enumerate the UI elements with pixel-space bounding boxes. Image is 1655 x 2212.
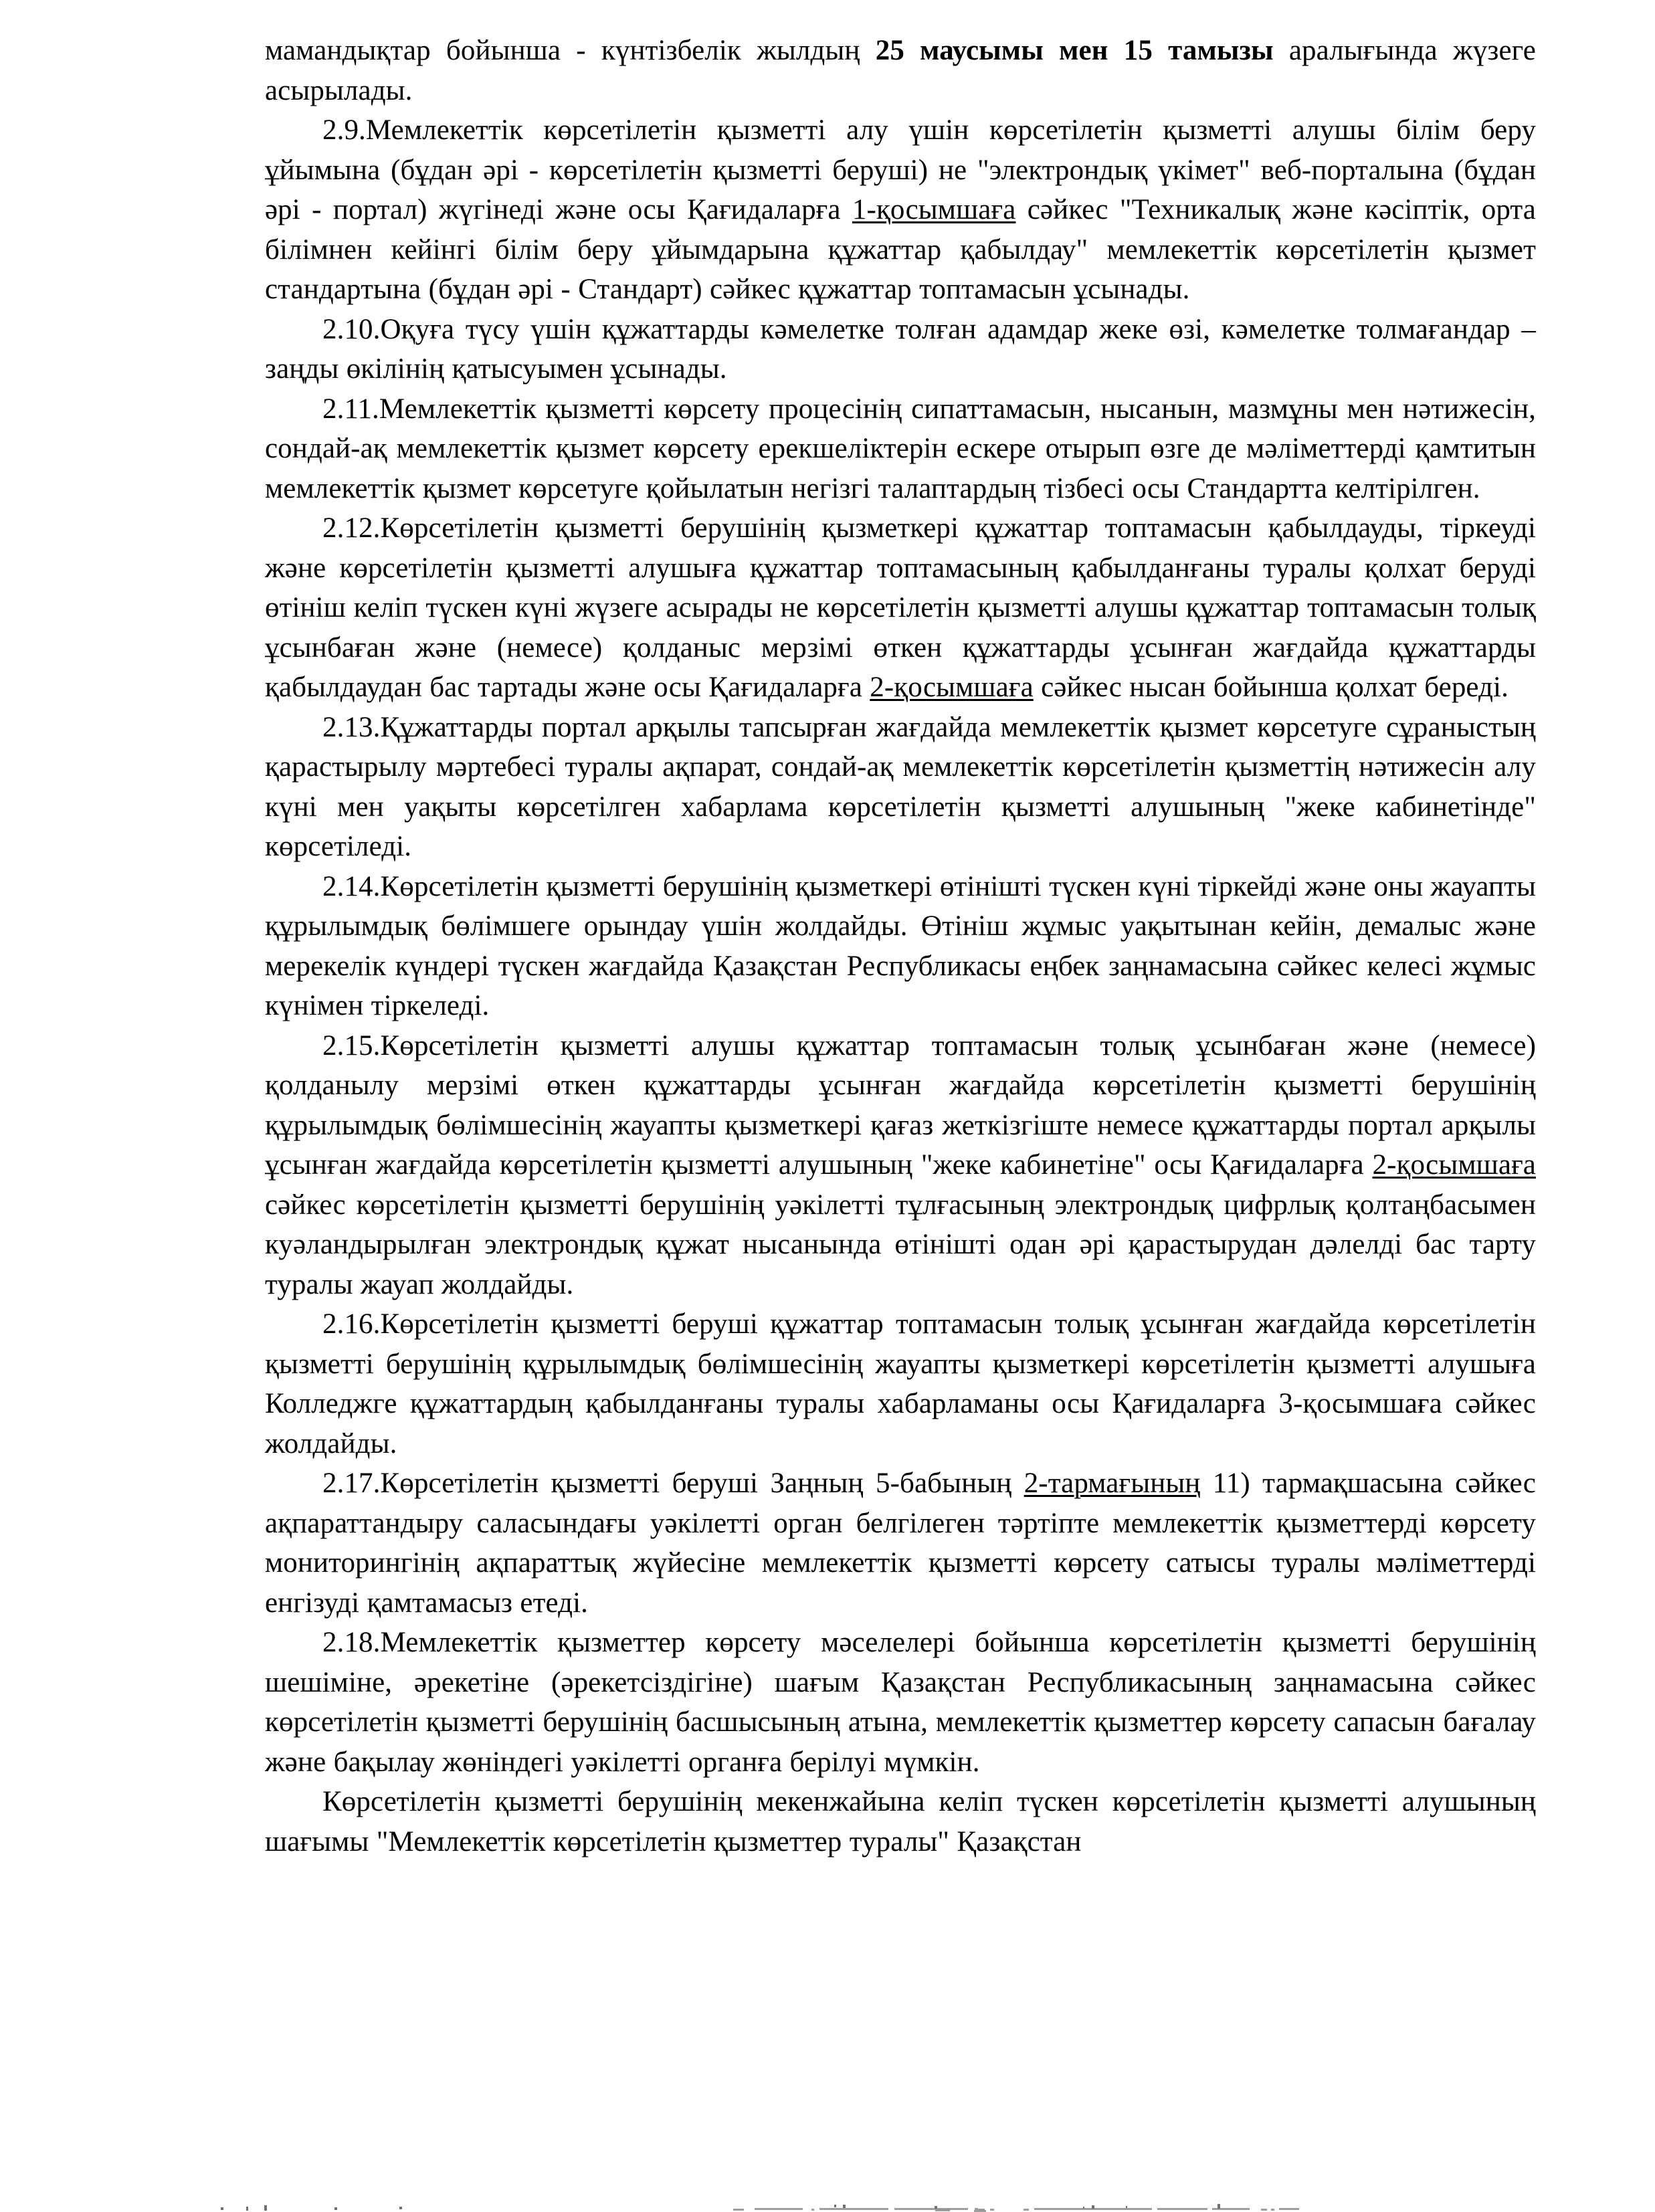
text-run: 2.12.Көрсетілетін қызметті берушінің қызметкері құжаттар топтамасын қабылдауды, тіркеуді және көрсетілетін қызметті алушыға құжаттар топтамасының қабылданғаны туралы қолхат беруді өтініш келіп түскен күні жүзеге асырады не көрсетілетін қызметті алушы құжаттар топтамасын толық ұсынбаған және (немесе) қолданыс мерзімі өткен құжаттарды ұсынған жағдайда құжаттарды қабылдаудан бас тартады және осы Қағидаларға: [265, 512, 1536, 703]
scan-speck: [399, 2207, 402, 2209]
underlined-reference: 1-қосымшаға: [852, 194, 1016, 225]
para-2-14: [265, 867, 1536, 1026]
scan-speck: [221, 2207, 223, 2210]
para-2-18: [265, 1623, 1536, 1782]
text-run: 2.18.Мемлекеттік қызметтер көрсету мәселелері бойынша көрсетілетін қызметті берушінің шешіміне, әрекетіне (әрекетсіздігіне) шағым Қазақстан Республикасының заңнамасына сәйкес көрсетілетін қызметті берушінің басшысының атына, мемлекеттік қызметтер көрсету сапасын бағалау және бақылау жөніндегі уәкілетті органға берілуі мүмкін.: [265, 1627, 1536, 1778]
scan-speck: [1083, 2207, 1084, 2209]
scan-line-fragment: [1271, 2209, 1274, 2211]
text-run: аралығында жүзеге асырылады.: [265, 35, 1536, 106]
scan-line-fragment: [935, 2209, 950, 2211]
underlined-reference: 2-қосымшаға: [870, 672, 1034, 703]
scan-speck: [1218, 2204, 1220, 2209]
scan-speck: [1126, 2206, 1127, 2208]
para-2-17: [265, 1464, 1536, 1623]
para-closing: [265, 1782, 1536, 1862]
underlined-reference: 2-қосымшаға: [1372, 1149, 1536, 1181]
text-run: 2.17.Көрсетілетін қызметті беруші Заңның 5-бабының: [322, 1468, 1024, 1499]
para-2-9: [265, 110, 1536, 310]
scan-line-fragment: [1157, 2208, 1207, 2210]
text-run: 2.10.Оқуға түсу үшін құжаттарды кәмелетке толған адамдар жеке өзі, кәмелетке толмағандар – заңды өкілінің қатысуымен ұсынады.: [265, 313, 1536, 385]
scan-line-fragment: [811, 2209, 814, 2211]
text-run: 2.11.Мемлекеттік қызметті көрсету процесінің сипаттамасын, нысанын, мазмұны мен нәтижесін, сондай-ақ мемлекеттік қызмет көрсету ерекшеліктерін ескере отырып өзге де мәліметтерді қамтитын мемлекеттік қызмет көрсетуге қойылатын негізгі талаптардың тізбесі осы Стандартта келтірілген.: [265, 393, 1536, 504]
text-run: 2.15.Көрсетілетін қызметті алушы құжаттар топтамасын толық ұсынбаған және (немесе) қолданылу мерзімі өткен құжаттарды ұсынған жағдайда көрсетілетін қызметті берушінің құрылымдық бөлімшесінің жауапты қызметкері қағаз жеткізгіште немесе құжаттарды портал арқылы ұсынған жағдайда көрсетілетін қызметті алушының "жеке кабинетіне" осы Қағидаларға: [265, 1029, 1536, 1181]
underlined-reference: 2-тармағының: [1024, 1468, 1201, 1499]
scan-speck: [1092, 2205, 1094, 2209]
scan-speck: [834, 2205, 836, 2207]
scan-line-fragment: [1279, 2208, 1299, 2210]
para-continuation-top: [265, 31, 1536, 110]
scan-line-fragment: [990, 2209, 994, 2211]
text-run: 2.9.Мемлекеттік көрсетілетін қызметті алу үшін көрсетілетін қызметті алушы білім беру ұйымына (бұдан әрі - көрсетілетін қызметті беруші) не "электрондық үкімет" веб-порталына (бұдан әрі - портал) жүгінеді және осы Қағидаларға: [265, 114, 1536, 225]
scan-line-fragment: [819, 2208, 888, 2210]
text-run: сәйкес "Техникалық және кәсіптік, орта білімнен кейінгі білім беру ұйымдарына құжаттар қабылдау" мемлекеттік көрсетілетін қызмет стандартына (бұдан әрі - Стандарт) сәйкес құжаттар топтамасын ұсынады.: [265, 194, 1536, 305]
para-2-13: [265, 708, 1536, 867]
scan-speck: [935, 2206, 937, 2209]
scan-line-fragment: [1261, 2209, 1267, 2211]
scan-line-fragment: [1024, 2209, 1029, 2211]
scan-speck: [264, 2205, 267, 2211]
text-run: 2.14.Көрсетілетін қызметті берушінің қызметкері өтінішті түскен күні тіркейді және оны жауапты құрылымдық бөлімшеге орындау үшін жолдайды. Өтініш жұмыс уақытынан кейін, демалыс және мерекелік күндері түскен жағдайда Қазақстан Республикасы еңбек заңнамасына сәйкес келесі жұмыс күнімен тіркеледі.: [265, 870, 1536, 1021]
text-run: сәйкес нысан бойынша қолхат береді.: [1033, 672, 1508, 703]
document-text-column: [265, 31, 1536, 1862]
bold-run: 25 маусымы мен 15 тамызы: [875, 35, 1274, 66]
text-run: Көрсетілетін қызметті берушінің мекенжайына келіп түскен көрсетілетін қызметті алушының шағымы "Мемлекеттік көрсетілетін қызметтер туралы" Қазақстан: [265, 1786, 1536, 1857]
text-run: 11) тармақшасына сәйкес ақпараттандыру саласындағы уәкілетті орган белгілеген тәртіпте мемлекеттік қызметтерді көрсету мониторингінің ақпараттық жүйесіне мемлекеттік қызметті көрсету сатысы туралы мәліметтерді енгізуді қамтамасыз етеді.: [265, 1468, 1536, 1619]
scan-line-fragment: [894, 2208, 968, 2210]
text-run: 2.16.Көрсетілетін қызметті беруші құжаттар топтамасын толық ұсынған жағдайда көрсетілетін қызметті берушінің құрылымдық бөлімшесінің жауапты қызметкері көрсетілетін қызметті алушыға Колледжге құжаттардың қабылданғаны туралы хабарламаны осы Қағидаларға 3-қосымшаға сәйкес жолдайды.: [265, 1308, 1536, 1460]
para-2-16: [265, 1304, 1536, 1464]
scan-speck: [843, 2205, 846, 2208]
scan-artifact-strip: [0, 2199, 1655, 2212]
scan-speck: [334, 2207, 337, 2210]
text-run: 2.13.Құжаттарды портал арқылы тапсырған жағдайда мемлекеттік қызмет көрсетуге сұраныстың қарастырылу мәртебесі туралы ақпарат, сондай-ақ мемлекеттік көрсетілетін қызметтің нәтижесін алу күні мен уақыты көрсетілген хабарлама көрсетілетін қызметті алушының "жеке кабинетінде" көрсетіледі.: [265, 711, 1536, 862]
para-2-12: [265, 508, 1536, 708]
scan-line-fragment: [975, 2208, 978, 2210]
text-run: сәйкес көрсетілетін қызметті берушінің уәкілетті тұлғасының электрондық цифрлық қолтаңбасымен куәландырылған электрондық құжат нысанында өтінішті одан әрі қарастырудан дәлелді бас тарту туралы жауап жолдайды.: [265, 1189, 1536, 1300]
scan-line-fragment: [733, 2209, 744, 2211]
para-2-11: [265, 389, 1536, 509]
para-2-10: [265, 310, 1536, 389]
text-run: мамандықтар бойынша - күнтізбелік жылдың: [265, 35, 876, 66]
para-2-15: [265, 1026, 1536, 1305]
scan-line-fragment: [755, 2208, 803, 2210]
scan-speck: [246, 2207, 248, 2211]
